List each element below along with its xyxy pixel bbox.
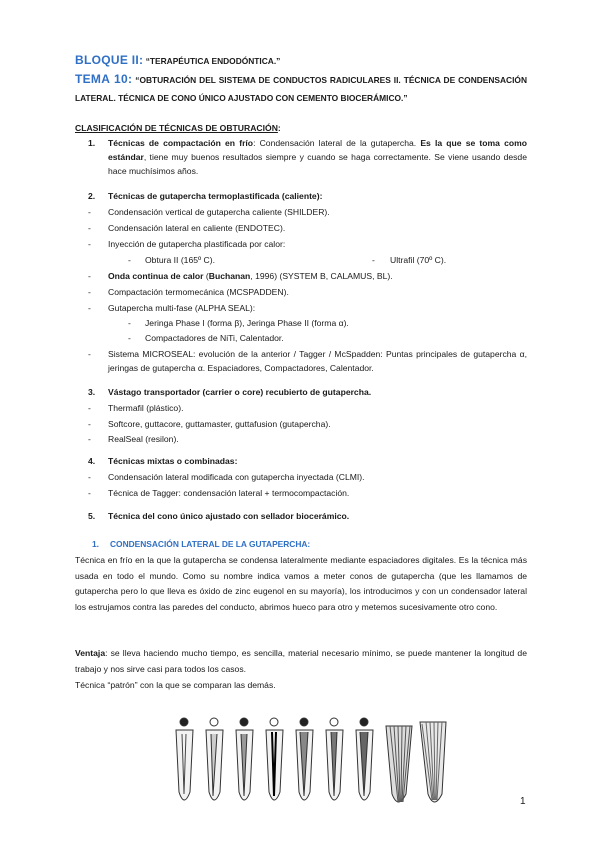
dash: -	[88, 434, 91, 444]
item5-title: Técnica del cono único ajustado con sellador biocerámico.	[108, 511, 350, 521]
tooth-illustration	[326, 718, 343, 800]
tema-label: TEMA 10:	[75, 72, 133, 86]
dash: -	[88, 472, 91, 482]
section1-title: CONDENSACIÓN LATERAL DE LA GUTAPERCHA:	[110, 539, 311, 549]
item2-d3a: Obtura II (165º C).	[145, 255, 216, 265]
tooth-illustration	[386, 726, 412, 802]
item2-d6a: Jeringa Phase I (forma β), Jeringa Phase II (forma α).	[145, 318, 349, 328]
dash: -	[88, 419, 91, 429]
bloque-heading	[75, 53, 527, 68]
dash: -	[88, 239, 91, 249]
section1-paragraph: Técnica en frío en la que la gutapercha se condensa lateralmente mediante espaciadores digitales. Es la técnica más usada en todo el mundo. Como su nombre indica vamos a meter conos de gutapercha (que les llamamos de gutapercha pero lo que lleva es óxido de zinc eugenol en su mayoría), los introducimos y con un condensador lateral los estrujamos contra las paredes del conducto, abrimos hueco para otro y metemos sucesivamente otro cono.	[75, 555, 527, 612]
item2-d4: Onda continua de calor (Buchanan, 1996) (SYSTEM B, CALAMUS, BL).	[108, 271, 393, 281]
dash: -	[88, 223, 91, 233]
dash: -	[88, 207, 91, 217]
section1-number: 1.	[92, 539, 99, 549]
dash: -	[88, 488, 91, 498]
item3-d2: Softcore, guttacore, guttamaster, guttafusion (gutapercha).	[108, 419, 331, 429]
item2-d6b: Compactadores de NiTi, Calentador.	[145, 333, 284, 343]
item4-d1: Condensación lateral modificada con gutapercha inyectada (CLMI).	[108, 472, 365, 482]
dash: -	[88, 303, 91, 313]
dash: -	[128, 255, 131, 265]
bloque-label: BLOQUE II:	[75, 53, 144, 67]
tema-text: “OBTURACIÓN DEL SISTEMA DE CONDUCTOS RADICULARES II. TÉCNICA DE CONDENSACIÓN LATERAL. TÉCNICA DE CONO ÚNICO AJUSTADO CON CEMENTO BIOCERÁMICO.”	[75, 75, 527, 103]
item1-text: Técnicas de compactación en frío: Condensación lateral de la gutapercha. Es la que se toma como estándar, tiene muy buenos resultados siempre y cuando se haga correctamente. Se viene usando desde hace muchísimos años.	[108, 138, 528, 176]
tema-heading	[75, 70, 527, 107]
dash: -	[88, 403, 91, 413]
item3-d3: RealSeal (resilon).	[108, 434, 179, 444]
item3-d1: Thermafil (plástico).	[108, 403, 184, 413]
dash: -	[128, 333, 131, 343]
dash: -	[88, 271, 91, 281]
dash: -	[88, 349, 91, 359]
tooth-illustration	[420, 722, 446, 802]
tooth-illustration	[176, 718, 193, 800]
lateral-condensation-figure	[172, 712, 450, 816]
ventaja-paragraph: Ventaja: se lleva haciendo mucho tiempo, es sencilla, material necesario mínimo, se puede mantener la longitud de trabajo y nos sirve casi para todos los casos.	[75, 648, 527, 674]
item2-number: 2.	[88, 191, 96, 201]
tooth-illustration	[236, 718, 253, 800]
dash: -	[128, 318, 131, 328]
item2-d3: Inyección de gutapercha plastificada por calor:	[108, 239, 286, 249]
item1-number: 1.	[88, 138, 96, 148]
item2-title: Técnicas de gutapercha termoplastificada (caliente):	[108, 191, 323, 201]
item4-number: 4.	[88, 456, 96, 466]
item2-d2: Condensación lateral en caliente (ENDOTEC).	[108, 223, 286, 233]
page-number: 1	[520, 796, 526, 807]
item2-d3b: Ultrafil (70º C).	[390, 255, 447, 265]
dash: -	[372, 255, 375, 265]
item4-title: Técnicas mixtas o combinadas:	[108, 456, 238, 466]
item4-d2: Técnica de Tagger: condensación lateral + termocompactación.	[108, 488, 350, 498]
classification-title: CLASIFICACIÓN DE TÉCNICAS DE OBTURACIÓN:	[75, 123, 281, 133]
dash: -	[88, 287, 91, 297]
item2-d5: Compactación termomecánica (MCSPADDEN).	[108, 287, 289, 297]
item2-d1: Condensación vertical de gutapercha caliente (SHILDER).	[108, 207, 330, 217]
item2-d7: Sistema MICROSEAL: evolución de la anterior / Tagger / McSpadden: Puntas principales de gutapercha α, jeringas de gutapercha α. Espaciadores, Compactadores, Calentador.	[108, 349, 527, 373]
patron-line: Técnica “patrón” con la que se comparan las demás.	[75, 680, 276, 690]
item3-number: 3.	[88, 387, 96, 397]
tooth-illustration	[206, 718, 223, 800]
item5-number: 5.	[88, 511, 96, 521]
bloque-text: “TERAPÉUTICA ENDODÓNTICA.”	[145, 56, 281, 66]
tooth-illustration	[266, 718, 283, 800]
tooth-illustration	[356, 718, 373, 800]
tooth-illustration	[296, 718, 313, 800]
item3-title: Vástago transportador (carrier o core) recubierto de gutapercha.	[108, 387, 372, 397]
item2-d6: Gutapercha multi-fase (ALPHA SEAL):	[108, 303, 256, 313]
